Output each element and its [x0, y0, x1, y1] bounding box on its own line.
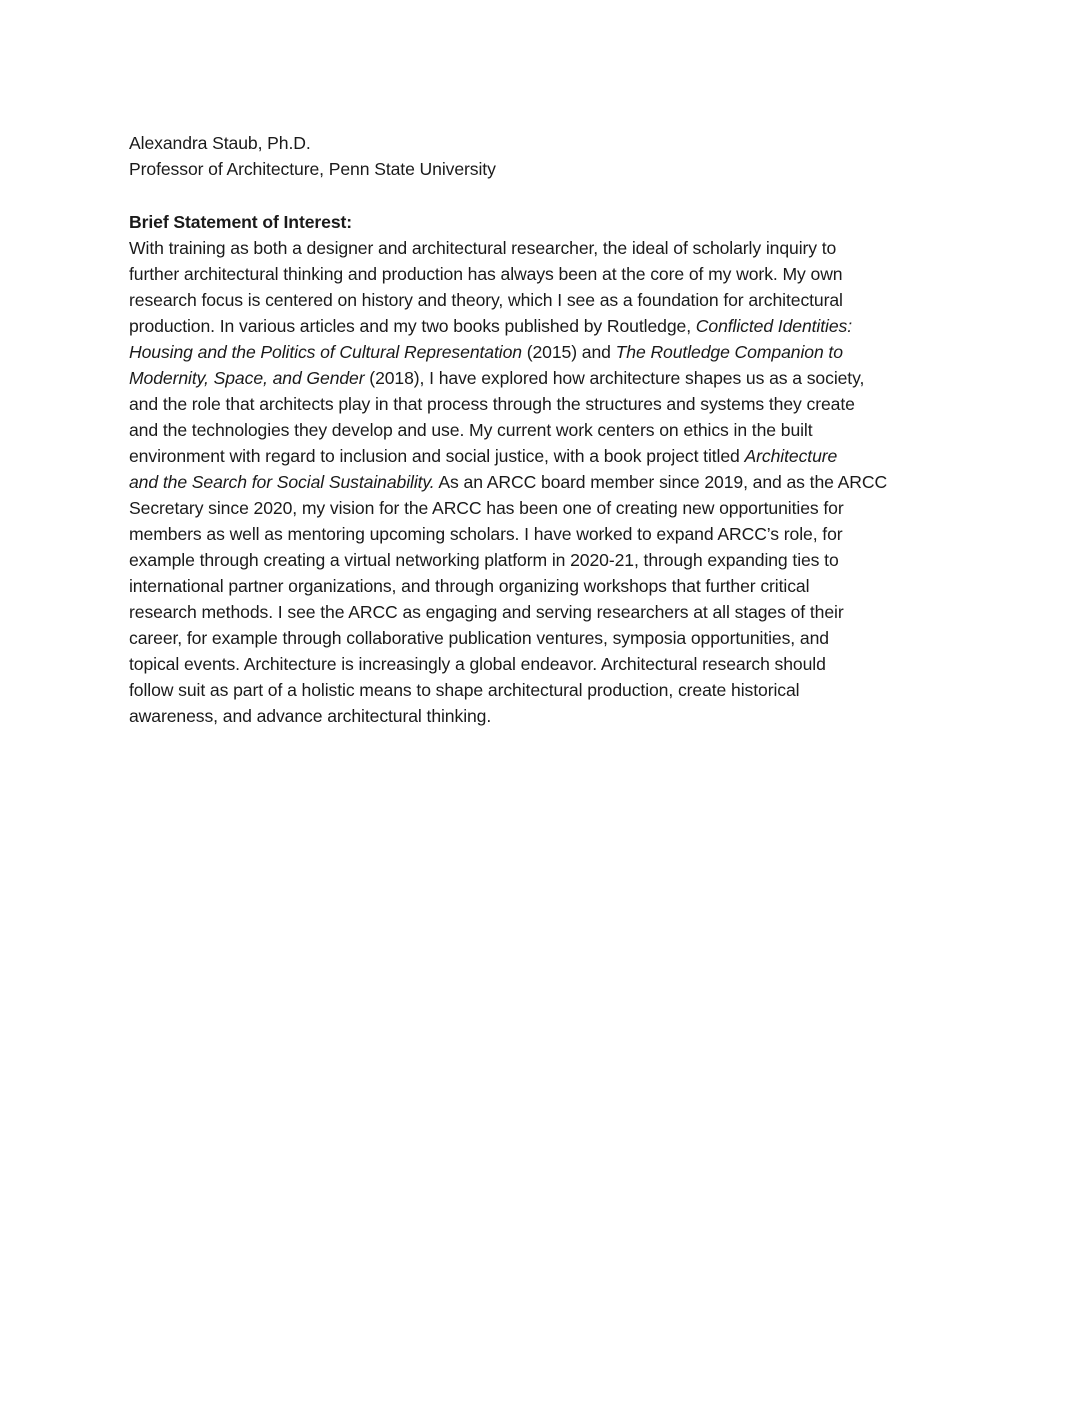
statement-text: and the role that architects play in that process through the structures and systems they create [129, 394, 855, 414]
statement-line [129, 469, 959, 495]
statement-text: further architectural thinking and production has always been at the core of my work. My own [129, 264, 843, 284]
statement-text: research focus is centered on history and theory, which I see as a foundation for architectural [129, 290, 843, 310]
author-position: Professor of Architecture, Penn State University [129, 159, 496, 179]
statement-line [129, 651, 959, 677]
statement-text: As an ARCC board member since 2019, and as the ARCC [434, 472, 888, 492]
statement-text: environment with regard to inclusion and social justice, with a book project titled [129, 446, 745, 466]
italic-title-text: The Routledge Companion to [615, 342, 843, 362]
italic-title-text: Modernity, Space, and Gender [129, 368, 365, 388]
statement-text: research methods. I see the ARCC as engaging and serving researchers at all stages of their [129, 602, 844, 622]
statement-line [129, 599, 959, 625]
statement-line [129, 365, 959, 391]
statement-body [129, 235, 959, 729]
author-name: Alexandra Staub, Ph.D. [129, 133, 311, 153]
statement-line [129, 443, 959, 469]
paragraph-spacer [129, 182, 959, 209]
statement-line [129, 261, 959, 287]
statement-text: (2018), I have explored how architecture shapes us as a society, [364, 368, 865, 388]
statement-line [129, 235, 959, 261]
statement-line [129, 495, 959, 521]
statement-text: With training as both a designer and architectural researcher, the ideal of scholarly inquiry to [129, 238, 837, 258]
statement-text: awareness, and advance architectural thinking. [129, 706, 492, 726]
italic-title-text: Architecture [744, 446, 838, 466]
statement-line [129, 339, 959, 365]
document-content [129, 130, 959, 729]
statement-text: career, for example through collaborative publication ventures, symposia opportunities, and [129, 628, 829, 648]
statement-text: (2015) and [521, 342, 616, 362]
statement-line [129, 287, 959, 313]
statement-text: production. In various articles and my two books published by Routledge, [129, 316, 696, 336]
statement-line [129, 313, 959, 339]
italic-title-text: and the Search for Social Sustainability. [129, 472, 435, 492]
statement-text: Secretary since 2020, my vision for the ARCC has been one of creating new opportunities for [129, 498, 844, 518]
statement-text: example through creating a virtual networking platform in 2020-21, through expanding ties to [129, 550, 839, 570]
statement-text: and the technologies they develop and use. My current work centers on ethics in the built [129, 420, 813, 440]
statement-text: members as well as mentoring upcoming scholars. I have worked to expand ARCC’s role, for [129, 524, 843, 544]
statement-line [129, 703, 959, 729]
statement-line [129, 391, 959, 417]
statement-line [129, 573, 959, 599]
statement-text: follow suit as part of a holistic means to shape architectural production, create historical [129, 680, 800, 700]
statement-heading: Brief Statement of Interest: [129, 212, 353, 232]
statement-text: topical events. Architecture is increasingly a global endeavor. Architectural research should [129, 654, 826, 674]
statement-line [129, 521, 959, 547]
statement-line [129, 625, 959, 651]
statement-line [129, 677, 959, 703]
statement-line [129, 547, 959, 573]
statement-text: international partner organizations, and through organizing workshops that further critical [129, 576, 810, 596]
italic-title-text: Housing and the Politics of Cultural Representation [129, 342, 522, 362]
italic-title-text: Conflicted Identities: [695, 316, 853, 336]
statement-line [129, 417, 959, 443]
